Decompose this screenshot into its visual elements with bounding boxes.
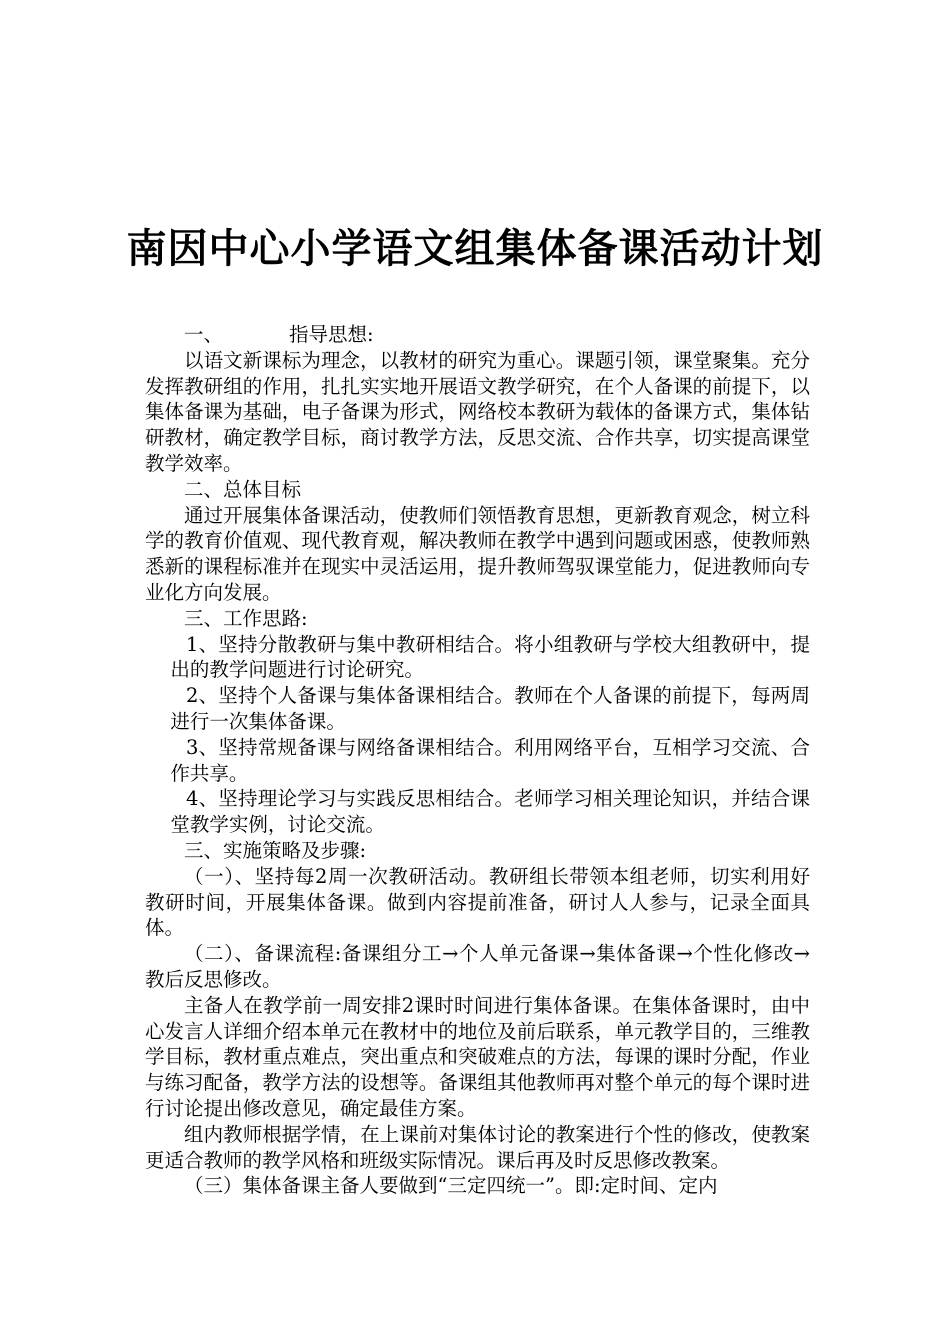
paragraph-strategy-5: （三）集体备课主备人要做到“三定四统一”。即:定时间、定内	[184, 1174, 718, 1198]
section-number: 一、	[184, 323, 224, 346]
section-heading-overall-goal: 二、总体目标	[184, 477, 302, 501]
paragraph-strategy-1: （一）、坚持每2周一次教研活动。教研组长带领本组老师，切实利用好教研时间，开展集体备课。做到内容提前准备，研讨人人参与，记录全面具体。	[145, 864, 810, 940]
list-item-work-idea-2: 2、坚持个人备课与集体备课相结合。教师在个人备课的前提下，每两周进行一次集体备课。	[170, 684, 810, 733]
section-heading-guiding-thought	[145, 322, 810, 348]
paragraph-strategy-4: 组内教师根据学情，在上课前对集体讨论的教案进行个性的修改，使教案更适合教师的教学风格和班级实际情况。课后再及时反思修改教案。	[145, 1122, 810, 1172]
paragraph-overall-goal: 通过开展集体备课活动，使教师们领悟教育思想，更新教育观念，树立科学的教育价值观、现代教育观，解决教师在教学中遇到问题或困惑，使教师熟悉新的课程标准并在现实中灵活运用，提升教师驾驭课堂能力，促进教师向专业化方向发展。	[145, 503, 810, 604]
section-heading-work-ideas: 三、工作思路:	[184, 606, 308, 630]
section-heading-text: 指导思想:	[289, 323, 374, 346]
list-item-work-idea-1: 1、坚持分散教研与集中教研相结合。将小组教研与学校大组教研中，提出的教学问题进行讨论研究。	[170, 632, 810, 682]
paragraph-guiding-thought: 以语文新课标为理念，以教材的研究为重心。课题引领，课堂聚集。充分发挥教研组的作用，扎扎实实地开展语文教学研究，在个人备课的前提下，以集体备课为基础，电子备课为形式，网络校本教研为载体的备课方式，集体钻研教材，确定教学目标，商讨教学方法，反思交流、合作共享，切实提高课堂教学效率。	[145, 348, 810, 475]
document-body	[145, 322, 810, 1199]
paragraph-strategy-2: （二）、备课流程:备课组分工→个人单元备课→集体备课→个性化修改→教后反思修改。	[145, 942, 810, 991]
page-title: 南因中心小学语文组集体备课活动计划	[126, 226, 824, 272]
list-item-work-idea-4: 4、坚持理论学习与实践反思相结合。老师学习相关理论知识，并结合课堂教学实例，讨论交流。	[170, 787, 810, 837]
paragraph-strategy-3: 主备人在教学前一周安排2课时时间进行集体备课。在集体备课时，由中心发言人详细介绍本单元在教材中的地位及前后联系，单元教学目的，三维教学目标，教材重点难点，突出重点和突破难点的方法，每课的课时分配，作业与练习配备，教学方法的设想等。备课组其他教师再对整个单元的每个课时进行讨论提出修改意见，确定最佳方案。	[145, 993, 810, 1120]
list-item-work-idea-3: 3、坚持常规备课与网络备课相结合。利用网络平台，互相学习交流、合作共享。	[170, 735, 810, 785]
section-heading-strategy: 三、实施策略及步骤:	[184, 838, 367, 862]
